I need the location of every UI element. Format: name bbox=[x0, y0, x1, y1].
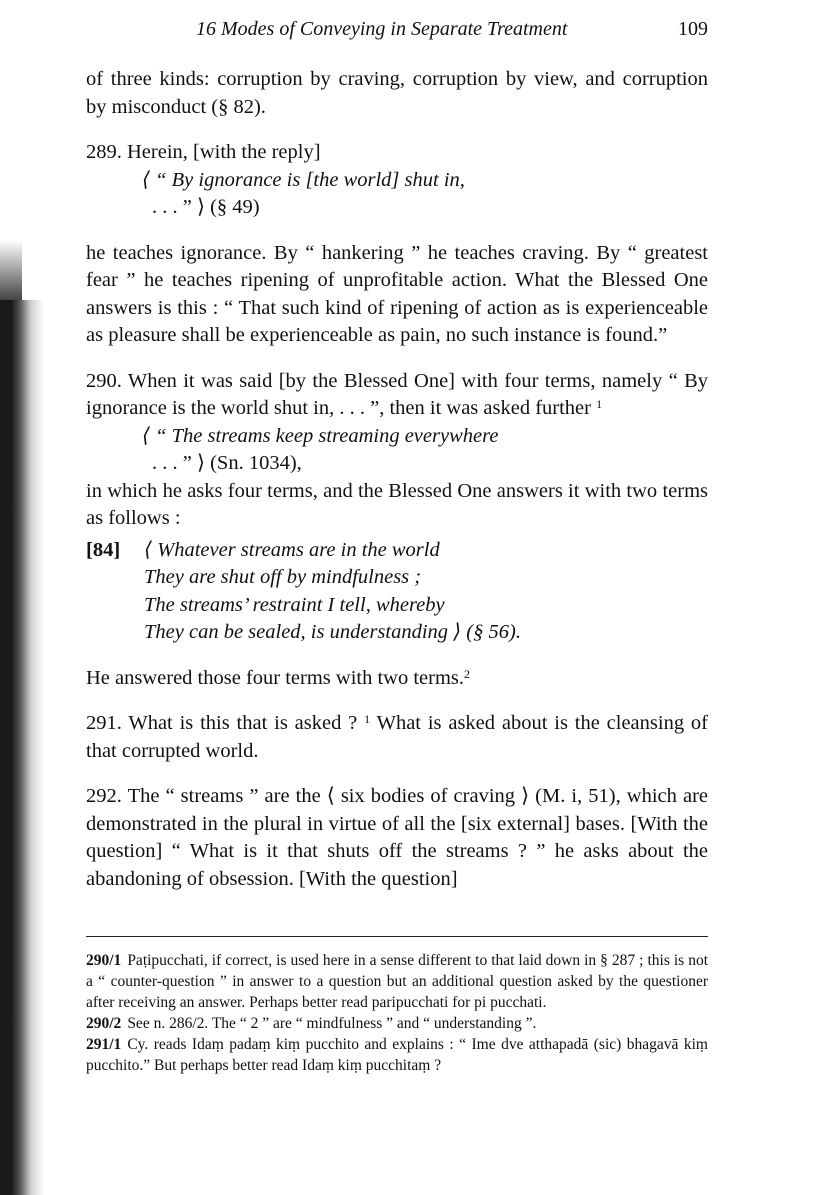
footnote-marker: 1 bbox=[596, 397, 603, 411]
paragraph: of three kinds: corruption by craving, corruption by view, and corruption by misconduct (§ 82). bbox=[86, 68, 708, 118]
quote-line: ⟨ “ By ignorance is [the world] shut in, bbox=[142, 168, 465, 191]
footnote bbox=[86, 1034, 708, 1076]
quote-block bbox=[86, 167, 708, 222]
footnote-rule bbox=[86, 936, 708, 937]
scan-edge-shadow bbox=[0, 300, 44, 1195]
running-header bbox=[86, 18, 708, 46]
paragraph-text: 291. What is this that is asked ? bbox=[86, 712, 358, 734]
running-title: 16 Modes of Conveying in Separate Treatment bbox=[196, 18, 568, 40]
verse-line: They are shut off by mindfulness ; bbox=[144, 566, 422, 588]
footnote-text: Cy. reads Idaṃ padaṃ kiṃ pucchito and explains : “ Ime dve atthapadā (sic) bhagavā kiṃ pucchito.” But perhaps better read Idaṃ kiṃ pucchitaṃ ? bbox=[86, 1036, 708, 1074]
paragraph-text: He answered those four terms with two terms. bbox=[86, 666, 465, 689]
paragraph bbox=[86, 665, 708, 693]
footnote bbox=[86, 950, 708, 1013]
verse-line: ⟨ Whatever streams are in the world bbox=[144, 538, 440, 561]
footnote bbox=[86, 1013, 708, 1034]
footnotes bbox=[86, 950, 708, 1076]
footnote-number: 290/1 bbox=[86, 952, 122, 969]
footnote-text: Paṭipucchati, if correct, is used here in a sense different to that laid down in § 287 ; this is not a “ counter-question ” in answer to a question but an additional question asked by the questioner after receiving an answer. Perhaps better read paripucchati for pi pucchati. bbox=[86, 952, 708, 1011]
page-number: 109 bbox=[678, 18, 708, 40]
quote-block bbox=[86, 423, 708, 478]
paragraph-291 bbox=[86, 710, 708, 765]
paragraph-text: What is asked about is the cleansing of that corrupted world. bbox=[86, 712, 708, 762]
footnote-number: 291/1 bbox=[86, 1036, 122, 1053]
main-text bbox=[86, 66, 708, 893]
footnote-marker: 1 bbox=[364, 712, 371, 726]
verse-line: They can be sealed, is understanding ⟩ (§ 56). bbox=[144, 621, 521, 643]
paragraph-289: 289. Herein, [with the reply] bbox=[86, 141, 321, 163]
paragraph-292: 292. The “ streams ” are the ⟨ six bodies of craving ⟩ (M. i, 51), which are demonstrated in the plural in virtue of all the [six external] bases. [With the question] “ What is it that shuts off the streams ? ” he asks about the abandoning of obsession. [With the question] bbox=[86, 785, 708, 890]
paragraph: he teaches ignorance. By “ hankering ” he teaches craving. By “ greatest fear ” he teaches ripening of unprofitable action. What the Blessed One answers is this : “ That such kind of ripening of action as is experienceable as pleasure shall be experienceable as pain, no such instance is found.” bbox=[86, 241, 708, 346]
verse-84 bbox=[86, 537, 708, 647]
footnote-marker: 2 bbox=[464, 666, 471, 681]
footnote-text: See n. 286/2. The “ 2 ” are “ mindfulness ” and “ understanding ”. bbox=[127, 1015, 537, 1032]
footnote-number: 290/2 bbox=[86, 1015, 122, 1032]
paragraph: in which he asks four terms, and the Blessed One answers it with two terms as follows : bbox=[86, 479, 708, 529]
quote-line: . . . ” ⟩ (§ 49) bbox=[152, 196, 260, 218]
paragraph-290 bbox=[86, 368, 708, 423]
verse-line: The streams’ restraint I tell, whereby bbox=[144, 593, 445, 616]
paragraph-text: 290. When it was said [by the Blessed One] with four terms, namely “ By ignorance is the world shut in, . . . ”, then it was asked further bbox=[86, 369, 708, 419]
verse-number: [84] bbox=[86, 538, 121, 561]
quote-line: ⟨ “ The streams keep streaming everywhere bbox=[142, 424, 499, 447]
quote-line: . . . ” ⟩ (Sn. 1034), bbox=[152, 452, 302, 474]
